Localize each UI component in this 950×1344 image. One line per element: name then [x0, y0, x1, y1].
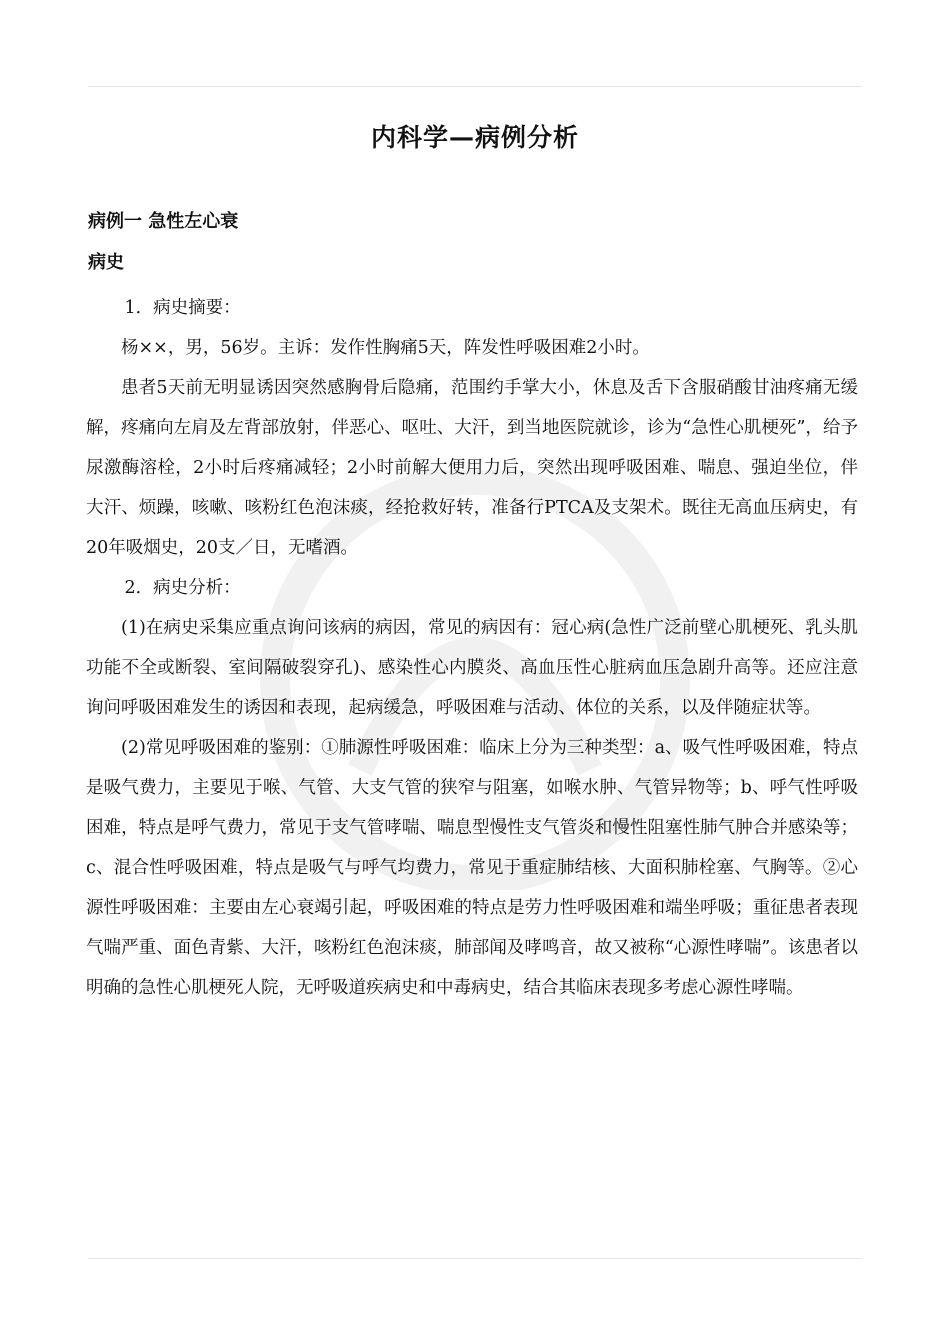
- paragraph-analysis-1: (1)在病史采集应重点询问该病的病因，常见的病因有：冠心病(急性广泛前壁心肌梗死、乳头肌功能不全或断裂、室间隔破裂穿孔)、感染性心内膜炎、高血压性心脏病血压急剧升高等。还应注意询问呼吸困难发生的诱因和表现，起病缓急，呼吸困难与活动、体位的关系，以及伴随症状等。: [86, 618, 858, 718]
- header-rule: [88, 86, 862, 87]
- subheading-history-analysis: 2．病史分析：: [124, 578, 241, 598]
- paragraph-chief-complaint: 杨××，男，56岁。主诉：发作性胸痛5天，阵发性呼吸困难2小时。: [121, 338, 650, 358]
- paragraph-present-illness: 患者5天前无明显诱因突然感胸骨后隐痛，范围约手掌大小，休息及舌下含服硝酸甘油疼痛无缓解，疼痛向左肩及左背部放射，伴恶心、呕吐、大汗，到当地医院就诊，诊为“急性心肌梗死”，给予尿激酶溶栓，2小时后疼痛减轻；2小时前解大便用力后，突然出现呼吸困难、喘息、强迫坐位，伴大汗、烦躁，咳嗽、咳粉红色泡沫痰，经抢救好转，准备行PTCA及支架术。既往无高血压病史，有20年吸烟史，20支／日，无嗜酒。: [86, 378, 858, 558]
- document-body: [86, 288, 858, 1008]
- subheading-history-summary: 1．病史摘要：: [124, 298, 241, 318]
- footer-rule: [88, 1258, 862, 1259]
- page-title: 内科学—病例分析: [370, 123, 579, 152]
- section-heading-history: 病史: [88, 252, 124, 273]
- paragraph-analysis-2: (2)常见呼吸困难的鉴别：①肺源性呼吸困难：临床上分为三种类型：a、吸气性呼吸困难，特点是吸气费力，主要见于喉、气管、大支气管的狭窄与阻塞，如喉水肿、气管异物等；b、呼气性呼吸困难，特点是呼气费力，常见于支气管哮喘、喘息型慢性支气管炎和慢性阻塞性肺气肿合并感染等；c、混合性呼吸困难，特点是吸气与呼气均费力，常见于重症肺结核、大面积肺栓塞、气胸等。②心源性呼吸困难：主要由左心衰竭引起，呼吸困难的特点是劳力性呼吸困难和端坐呼吸；重征患者表现气喘严重、面色青紫、大汗，咳粉红色泡沫痰，肺部闻及哮鸣音，故又被称“心源性哮喘”。该患者以明确的急性心肌梗死人院，无呼吸道疾病史和中毒病史，结合其临床表现多考虑心源性哮喘。: [86, 738, 858, 998]
- case-heading: 病例一 急性左心衰: [88, 211, 239, 232]
